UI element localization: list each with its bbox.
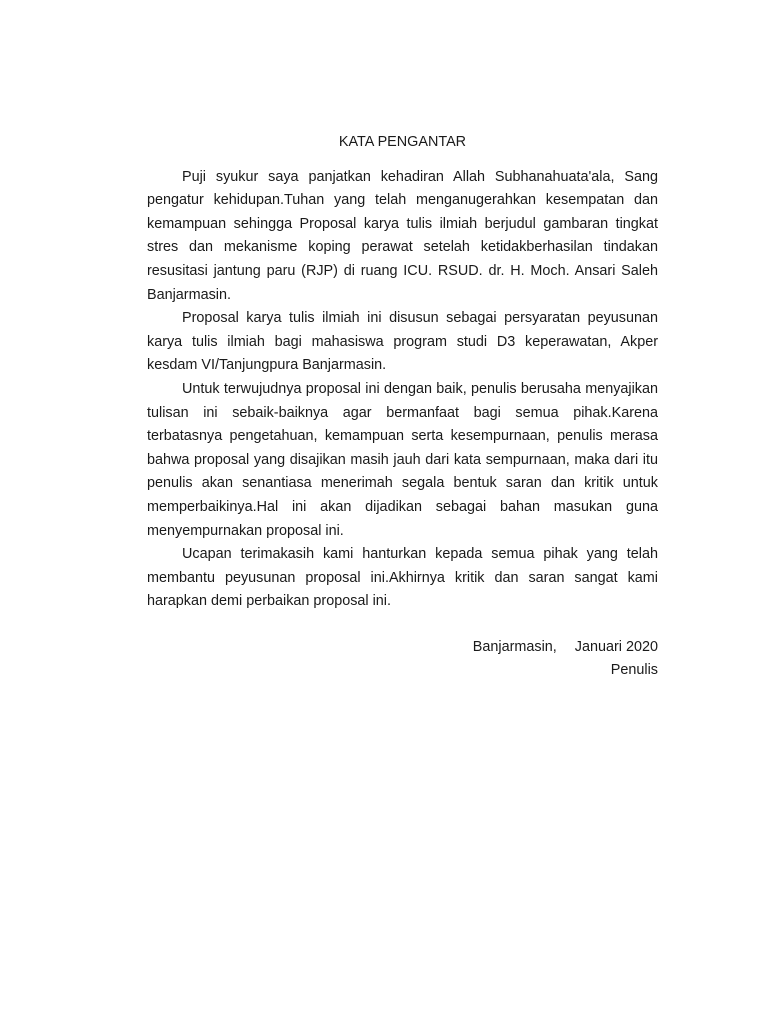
paragraph-3: Untuk terwujudnya proposal ini dengan baik, penulis berusaha menyajikan tulisan ini sebaik-baiknya agar bermanfaat bagi semua pihak.Karena terbatasnya pengetahuan, kemampuan serta kesempurnaan, penulis merasa bahwa proposal yang disajikan masih jauh dari kata sempurnaan, maka dari itu penulis akan senantiasa menerimah segala bentuk saran dan kritik untuk memperbaikinya.Hal ini akan dijadikan sebagai bahan masukan guna menyempurnakan proposal ini.	[147, 380, 658, 539]
closing-date: Januari 2020	[574, 638, 658, 655]
document-body	[147, 131, 658, 683]
document-title: KATA PENGANTAR	[338, 134, 467, 150]
closing-signature: Penulis	[610, 662, 658, 679]
paragraph-2: Proposal karya tulis ilmiah ini disusun sebagai persyaratan peyusunan karya tulis ilmiah bagi mahasiswa program studi D3 keperawatan, Akper kesdam VI/Tanjungpura Banjarmasin.	[147, 310, 658, 374]
paragraph-4: Ucapan terimakasih kami hanturkan kepada semua pihak yang telah membantu peyusunan proposal ini.Akhirnya kritik dan saran sangat kami harapkan demi perbaikan proposal ini.	[147, 546, 658, 610]
paragraph-1: Puji syukur saya panjatkan kehadiran Allah Subhanahuata'ala, Sang pengatur kehidupan.Tuhan yang telah menganugerahkan kesempatan dan kemampuan sehingga Proposal karya tulis ilmiah berjudul gambaran tingkat stres dan mekanisme koping perawat setelah ketidakberhasilan tindakan resusitasi jantung paru (RJP) di ruang ICU. RSUD. dr. H. Moch. Ansari Saleh Banjarmasin.	[147, 168, 658, 303]
closing-place: Banjarmasin,	[472, 638, 557, 655]
closing-block	[147, 636, 658, 683]
place-date-line	[147, 636, 658, 660]
